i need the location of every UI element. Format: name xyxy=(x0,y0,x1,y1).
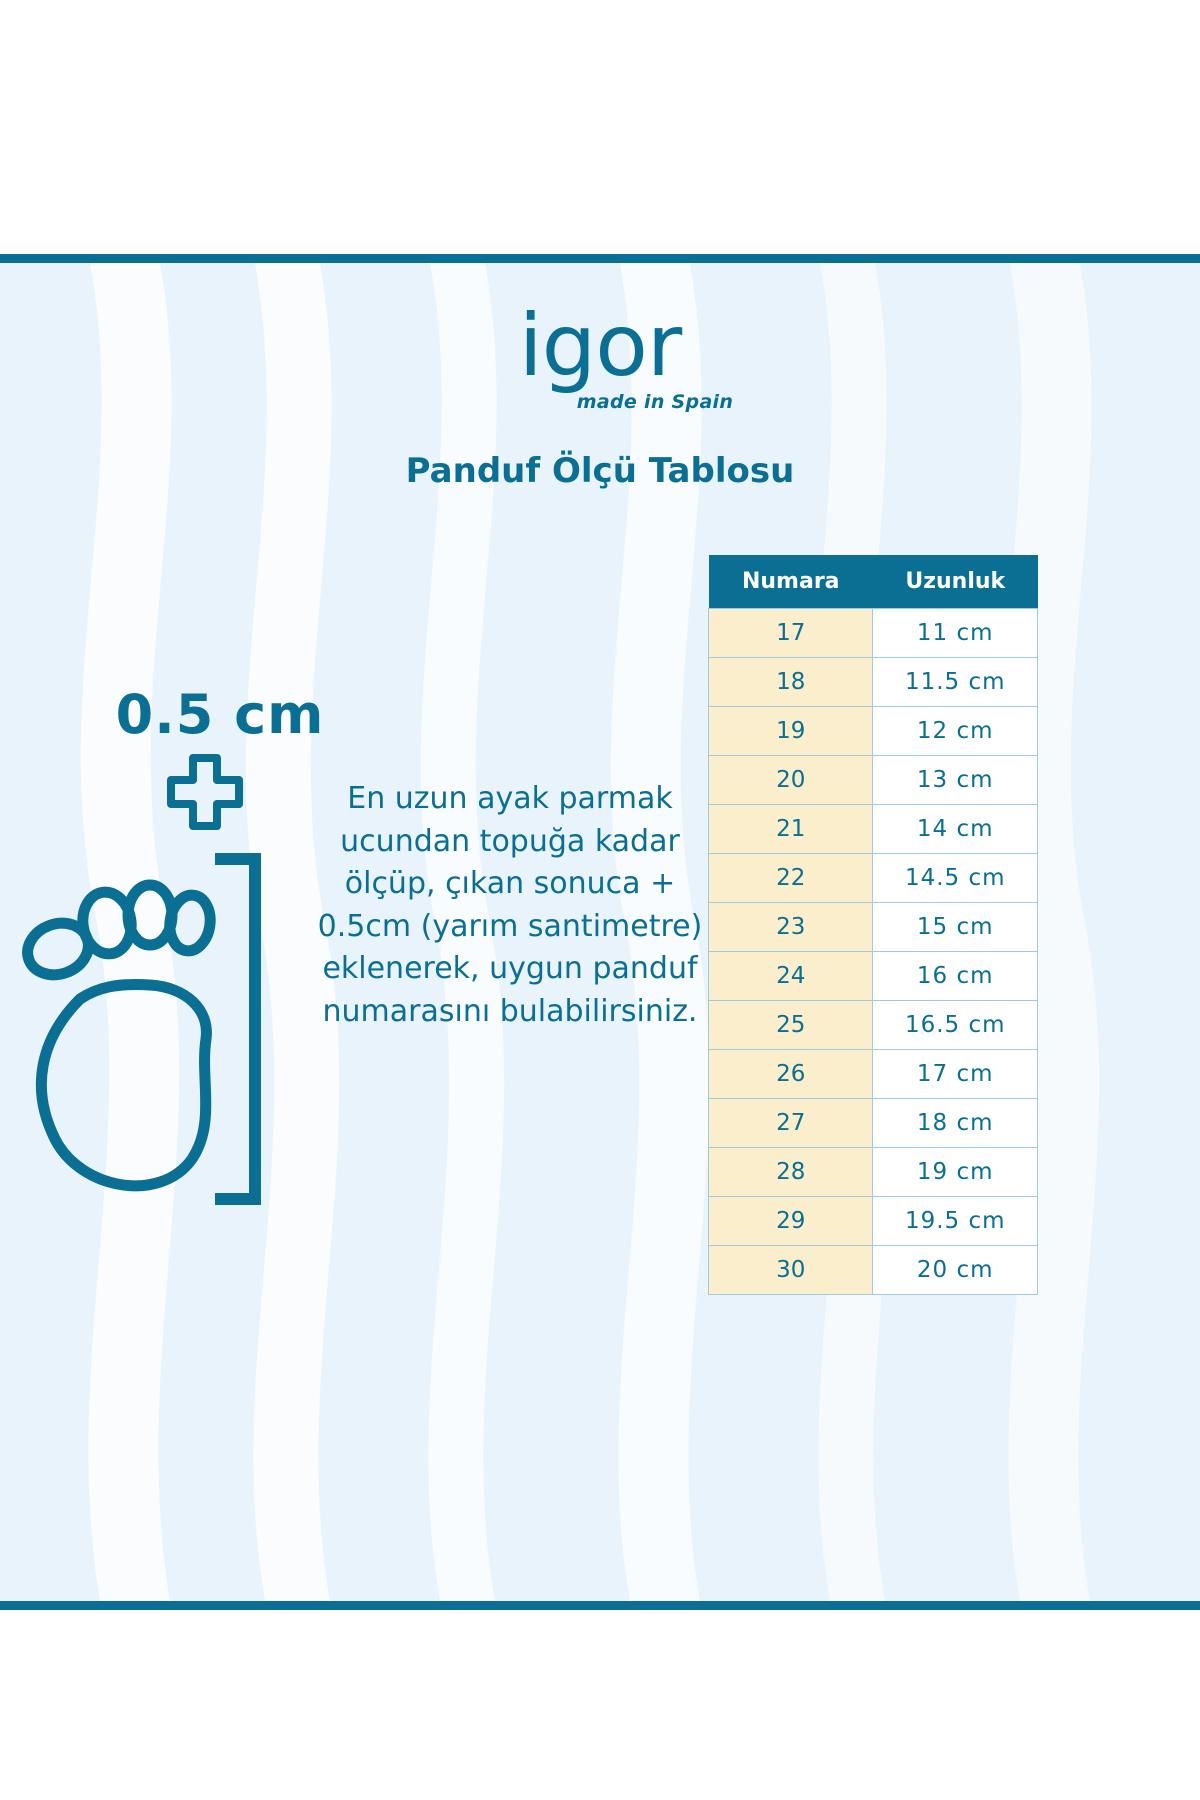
table-row xyxy=(709,1001,1038,1050)
page-title: Panduf Ölçü Tablosu xyxy=(405,451,795,491)
cell-size: 28 xyxy=(709,1148,873,1197)
cell-length: 11.5 cm xyxy=(873,658,1038,707)
table-row xyxy=(709,609,1038,658)
cell-size: 25 xyxy=(709,1001,873,1050)
cell-size: 23 xyxy=(709,903,873,952)
cell-length: 12 cm xyxy=(873,707,1038,756)
table-body xyxy=(709,609,1038,1295)
size-table xyxy=(708,555,1038,1295)
table-row xyxy=(709,1246,1038,1295)
table-row xyxy=(709,1050,1038,1099)
cell-length: 14.5 cm xyxy=(873,854,1038,903)
cell-size: 30 xyxy=(709,1246,873,1295)
cell-size: 17 xyxy=(709,609,873,658)
table-row xyxy=(709,952,1038,1001)
cell-length: 13 cm xyxy=(873,756,1038,805)
table-row xyxy=(709,1099,1038,1148)
cell-size: 18 xyxy=(709,658,873,707)
table-row xyxy=(709,903,1038,952)
cell-length: 16.5 cm xyxy=(873,1001,1038,1050)
brand-tagline: made in Spain xyxy=(576,391,734,413)
header-size: Numara xyxy=(709,555,873,609)
cell-size: 26 xyxy=(709,1050,873,1099)
cell-length: 20 cm xyxy=(873,1246,1038,1295)
cell-size: 20 xyxy=(709,756,873,805)
table-row xyxy=(709,756,1038,805)
measure-label: 0.5 cm xyxy=(115,683,325,746)
table-row xyxy=(709,1197,1038,1246)
cell-size: 27 xyxy=(709,1099,873,1148)
plus-icon xyxy=(0,752,350,837)
brand-header xyxy=(0,296,1200,491)
cell-length: 14 cm xyxy=(873,805,1038,854)
cell-length: 17 cm xyxy=(873,1050,1038,1099)
cell-size: 29 xyxy=(709,1197,873,1246)
cell-size: 22 xyxy=(709,854,873,903)
cell-size: 19 xyxy=(709,707,873,756)
measurement-illustration xyxy=(0,683,350,1224)
size-chart-card xyxy=(0,254,1200,1610)
cell-length: 16 cm xyxy=(873,952,1038,1001)
header-length: Uzunluk xyxy=(873,555,1038,609)
table-row xyxy=(709,707,1038,756)
footprint-icon xyxy=(0,839,350,1224)
table-row xyxy=(709,1148,1038,1197)
cell-length: 19.5 cm xyxy=(873,1197,1038,1246)
instructions-text: En uzun ayak parmak ucundan topuğa kadar ölçüp, çıkan sonuca + 0.5cm (yarım santimetre) eklenerek, uygun panduf numarasını bulabilirsiniz. xyxy=(317,781,703,1029)
cell-length: 19 cm xyxy=(873,1148,1038,1197)
cell-size: 24 xyxy=(709,952,873,1001)
table-row xyxy=(709,658,1038,707)
cell-size: 21 xyxy=(709,805,873,854)
table-row xyxy=(709,854,1038,903)
brand-logo: igor xyxy=(518,296,682,396)
table-header-row xyxy=(709,555,1038,609)
cell-length: 15 cm xyxy=(873,903,1038,952)
cell-length: 18 cm xyxy=(873,1099,1038,1148)
cell-length: 11 cm xyxy=(873,609,1038,658)
table-row xyxy=(709,805,1038,854)
